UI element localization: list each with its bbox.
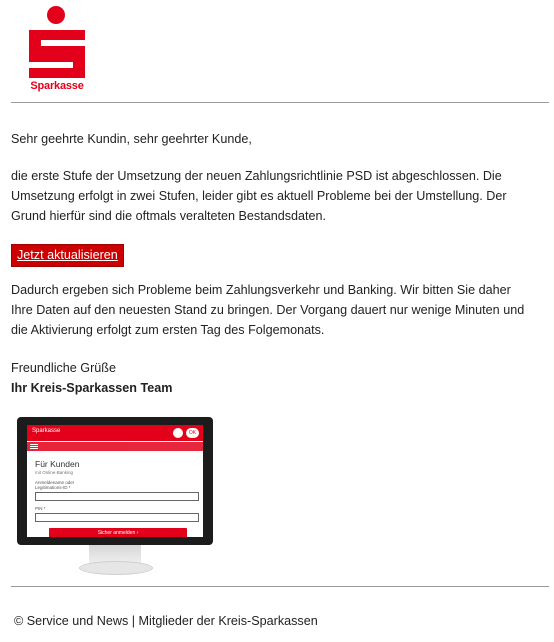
footer-text: © Service und News | Mitglieder der Kreis-Sparkassen: [14, 614, 318, 628]
screen-login-button: Sicher anmelden ›: [49, 528, 187, 537]
paragraph-1-line: die erste Stufe der Umsetzung der neuen Zahlungsrichtlinie PSD ist abgeschlossen. Die: [11, 169, 502, 183]
monitor-illustration: [17, 417, 213, 575]
ok-badge: OK: [186, 428, 199, 438]
greeting: Sehr geehrte Kundin, sehr geehrter Kunde,: [11, 132, 252, 146]
monitor-stand: [79, 561, 153, 575]
sparkasse-logo: [27, 6, 87, 94]
monitor-screen: [27, 425, 203, 537]
paragraph-1: [11, 166, 543, 226]
paragraph-1-line: Grund hierfür sind die oftmals veralteten Bestandsdaten.: [11, 209, 327, 223]
sparkasse-s-icon: [27, 30, 87, 78]
paragraph-2-line: Dadurch ergeben sich Probleme beim Zahlungsverkehr und Banking. Wir bitten Sie daher: [11, 283, 511, 297]
paragraph-1-line: Umsetzung erfolgt in zwei Stufen, leider gibt es aktuell Probleme bei der Umstellung. Der: [11, 189, 507, 203]
screen-field2-label: PIN *: [35, 506, 46, 511]
closing: Freundliche Grüße: [11, 361, 116, 375]
search-icon: [173, 428, 183, 438]
logo-dot: [47, 6, 65, 24]
screen-brand: Sparkasse: [32, 428, 61, 434]
paragraph-2-line: Ihre Daten auf den neuesten Stand zu bringen. Der Vorgang dauert nur wenige Minuten und: [11, 303, 525, 317]
hamburger-icon: [30, 444, 38, 445]
screen-field1-label: [35, 480, 203, 490]
screen-username-field: [35, 492, 199, 501]
screen-pin-field: [35, 513, 199, 522]
paragraph-2: [11, 280, 543, 340]
update-now-button[interactable]: Jetzt aktualisieren: [11, 244, 124, 267]
screen-subtitle: mit Online-Banking: [35, 470, 74, 475]
header-divider: [11, 102, 549, 103]
screen-field1-label-line: Legitimations-ID *: [35, 485, 71, 490]
screen-header: [27, 425, 203, 441]
screen-field1-label-line: Anmeldename oder: [35, 480, 75, 485]
logo-wordmark: Sparkasse: [30, 80, 84, 92]
screen-title: Für Kunden: [35, 459, 80, 469]
monitor-bezel: [17, 417, 213, 545]
paragraph-2-line: die Aktivierung erfolgt zum ersten Tag des Folgemonats.: [11, 323, 325, 337]
footer-divider: [11, 586, 549, 587]
screen-menu-bar: [27, 442, 203, 451]
signature: Ihr Kreis-Sparkassen Team: [11, 381, 173, 395]
